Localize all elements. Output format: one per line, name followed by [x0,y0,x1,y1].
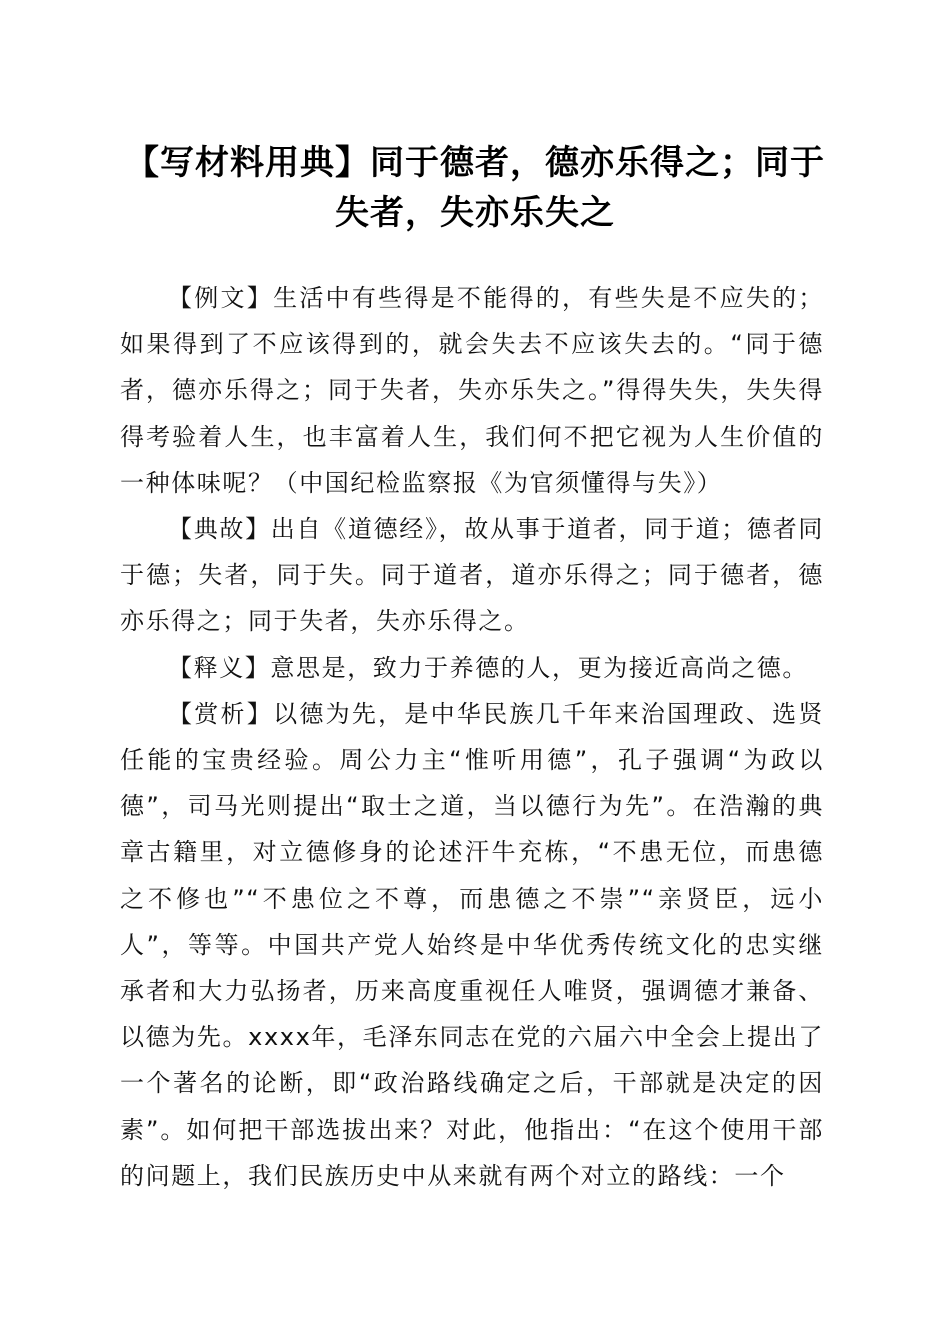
paragraph-appreciation: 【赏析】以德为先，是中华民族几千年来治国理政、选贤任能的宝贵经验。周公力主“惟听用德”，孔子强调“为政以德”，司马光则提出“取士之道，当以德行为先”。在浩瀚的典章古籍里，对立德修身的论述汗牛充栋，“不患无位，而患德之不修也”“不患位之不尊，而患德之不崇”“亲贤臣，远小人”，等等。中国共产党人始终是中华优秀传统文化的忠实继承者和大力弘扬者，历来高度重视任人唯贤，强调德才兼备、以德为先。xxxx年，毛泽东同志在党的六届六中全会上提出了一个著名的论断，即“政治路线确定之后，干部就是决定的因素”。如何把干部选拔出来？对此，他指出：“在这个使用干部的问题上，我们民族历史中从来就有两个对立的路线：一个 [120,699,824,1190]
document-body [120,275,824,1199]
paragraph-example: 【例文】生活中有些得是不能得的，有些失是不应失的；如果得到了不应该得到的，就会失去不应该失去的。“同于德者，德亦乐得之；同于失者，失亦乐失之。”得得失失，失失得得考验着人生，也丰富着人生，我们何不把它视为人生价值的一种体味呢？（中国纪检监察报《为官须懂得与失》） [120,284,824,497]
document-title: 【写材料用典】同于德者，德亦乐得之；同于失者，失亦乐失之 [125,143,825,233]
paragraph-meaning: 【释义】意思是，致力于养德的人，更为接近高尚之德。 [168,653,808,682]
paragraph-allusion: 【典故】出自《道德经》，故从事于道者，同于道；德者同于德；失者，同于失。同于道者，道亦乐得之；同于德者，德亦乐得之；同于失者，失亦乐得之。 [120,515,824,636]
